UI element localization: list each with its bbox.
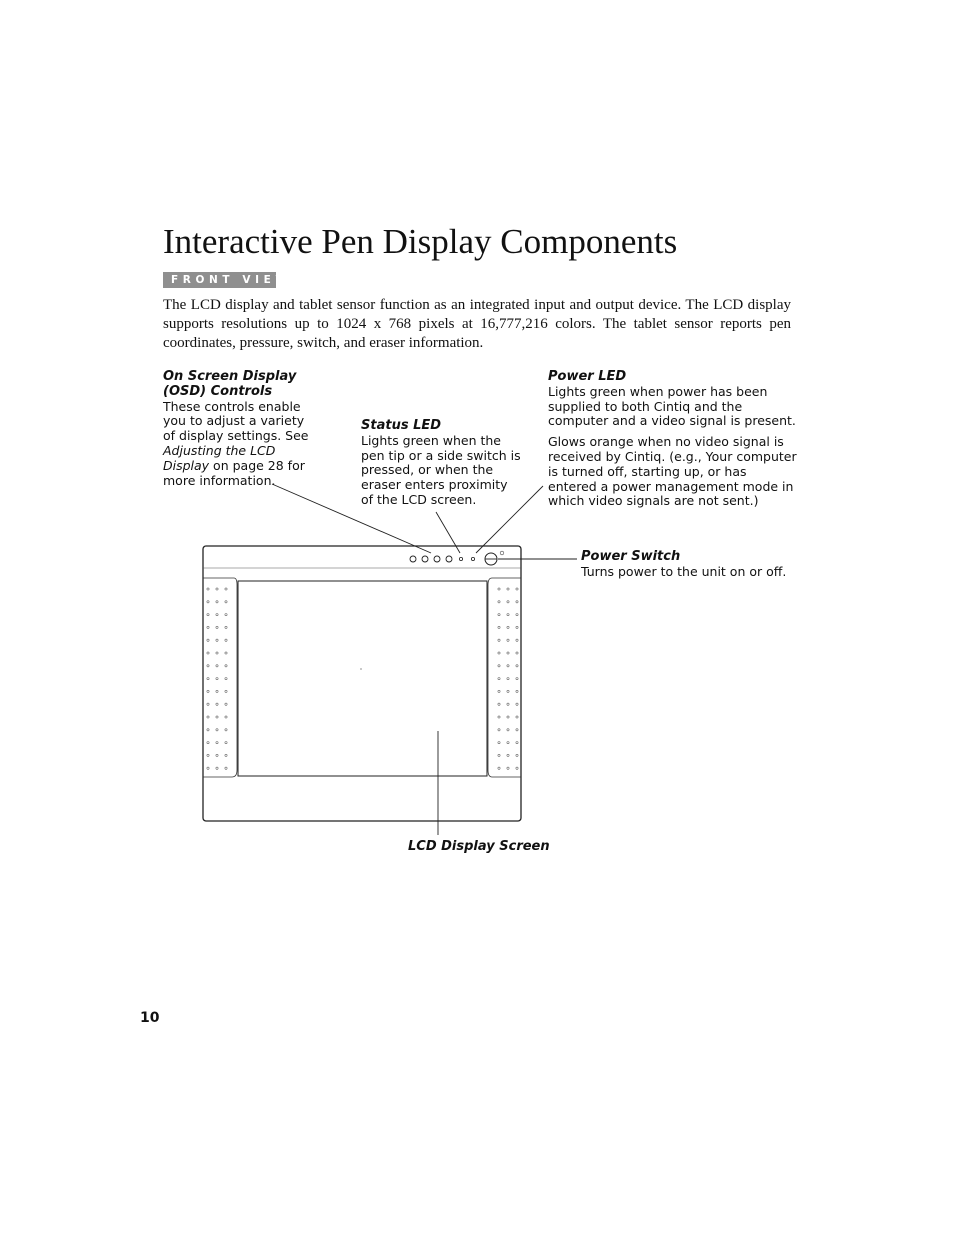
panel-dot [207,639,209,641]
panel-dot [498,703,500,705]
power-led-description-1: Lights green when power has been supplied to both Cintiq and the computer and a video signal is present. [548,383,796,429]
panel-dot [216,703,218,705]
panel-dot [225,678,227,680]
status-led-leader-line [436,512,460,553]
panel-dot [498,767,500,769]
power-led-indicator [471,557,474,560]
panel-dot [207,665,209,667]
panel-dot [216,729,218,731]
panel-dot [498,716,500,718]
panel-dot [216,665,218,667]
panel-dot [216,652,218,654]
osd-text-italic: Adjusting the LCD Display [163,442,276,473]
panel-dot [498,754,500,756]
panel-dot [207,678,209,680]
panel-dot [207,614,209,616]
panel-dot [216,716,218,718]
power-symbol-icon [500,551,504,555]
panel-dot [216,742,218,744]
panel-dot [216,588,218,590]
panel-dot [516,652,518,654]
power-switch-heading: Power Switch [581,549,681,564]
panel-dot [516,729,518,731]
panel-dot [225,665,227,667]
status-led-heading: Status LED [361,418,442,433]
panel-dot [498,690,500,692]
status-led-description: Lights green when the pen tip or a side switch is pressed, or when the eraser enters proximity of the LCD screen. [361,432,521,507]
panel-dot [207,626,209,628]
panel-dot [498,742,500,744]
panel-dot [225,639,227,641]
right-dot-grid [498,588,518,769]
panel-dot [498,639,500,641]
panel-dot [507,665,509,667]
right-side-panel [488,578,521,777]
panel-dot [498,665,500,667]
panel-dot [207,729,209,731]
status-led-indicator [459,557,462,560]
panel-dot [225,690,227,692]
panel-dot [216,767,218,769]
panel-dot [207,601,209,603]
panel-dot [225,767,227,769]
panel-dot [507,690,509,692]
left-dot-grid [207,588,227,769]
panel-dot [225,601,227,603]
panel-dot [225,652,227,654]
panel-dot [516,601,518,603]
intro-paragraph: The LCD display and tablet sensor function as an integrated input and output device. The LCD display supports resolutions up to 1024 x 768 pixels at 16,777,216 colors. The tablet sensor reports pen coordinates, pressure, switch, and eraser information. [163,297,791,351]
panel-dot [507,601,509,603]
panel-dot [516,690,518,692]
panel-dot [498,601,500,603]
lcd-display-screen-label: LCD Display Screen [408,839,550,854]
panel-dot [498,729,500,731]
section-label: FRONT VIEW [163,272,276,288]
page-title: Interactive Pen Display Components [163,222,678,261]
osd-text-after: on page 28 for more information. [163,457,305,488]
panel-dot [507,767,509,769]
panel-dot [225,754,227,756]
panel-dot [207,690,209,692]
panel-dot [207,652,209,654]
lcd-screen [238,581,487,776]
osd-heading-line1: On Screen Display [163,369,297,384]
osd-button-4 [446,556,452,562]
panel-dot [207,767,209,769]
panel-dot [507,716,509,718]
power-switch-description: Turns power to the unit on or off. [581,563,787,579]
panel-dot [225,729,227,731]
panel-dot [516,767,518,769]
power-led-description-2: Glows orange when no video signal is received by Cintiq. (e.g., Your computer is turned off, starting up, or has entered a power management mode in which video signals are not sent.) [548,434,797,509]
panel-dot [507,678,509,680]
panel-dot [516,639,518,641]
osd-heading-line2: (OSD) Controls [163,383,273,399]
panel-dot [516,588,518,590]
panel-dot [507,614,509,616]
osd-button-3 [434,556,440,562]
page-number: 10 [140,1010,160,1026]
panel-dot [498,652,500,654]
panel-dot [516,703,518,705]
panel-dot [507,588,509,590]
panel-dot [216,690,218,692]
panel-dot [507,729,509,731]
panel-dot [225,614,227,616]
panel-dot [225,588,227,590]
panel-dot [216,678,218,680]
osd-text-before: These controls enable you to adjust a variety of display settings. See [163,398,309,444]
panel-dot [507,639,509,641]
panel-dot [216,754,218,756]
panel-dot [216,626,218,628]
panel-dot [207,588,209,590]
device-frame [203,546,521,821]
panel-dot [498,614,500,616]
panel-dot [207,716,209,718]
panel-dot [225,703,227,705]
panel-dot [207,742,209,744]
panel-dot [225,716,227,718]
panel-dot [516,665,518,667]
panel-dot [507,754,509,756]
screen-speck [360,668,361,669]
panel-dot [498,626,500,628]
panel-dot [507,742,509,744]
panel-dot [507,703,509,705]
panel-dot [516,754,518,756]
panel-dot [516,614,518,616]
osd-button-2 [422,556,428,562]
power-led-leader-line [476,486,543,553]
panel-dot [507,626,509,628]
panel-dot [216,601,218,603]
panel-dot [516,742,518,744]
panel-dot [498,588,500,590]
panel-dot [516,716,518,718]
panel-dot [207,754,209,756]
panel-dot [216,639,218,641]
panel-dot [516,626,518,628]
panel-dot [498,678,500,680]
panel-dot [216,614,218,616]
panel-dot [225,626,227,628]
power-led-heading: Power LED [548,369,627,384]
osd-button-1 [410,556,416,562]
osd-leader-line [272,484,431,553]
panel-dot [225,742,227,744]
panel-dot [516,678,518,680]
panel-dot [507,652,509,654]
panel-dot [207,703,209,705]
